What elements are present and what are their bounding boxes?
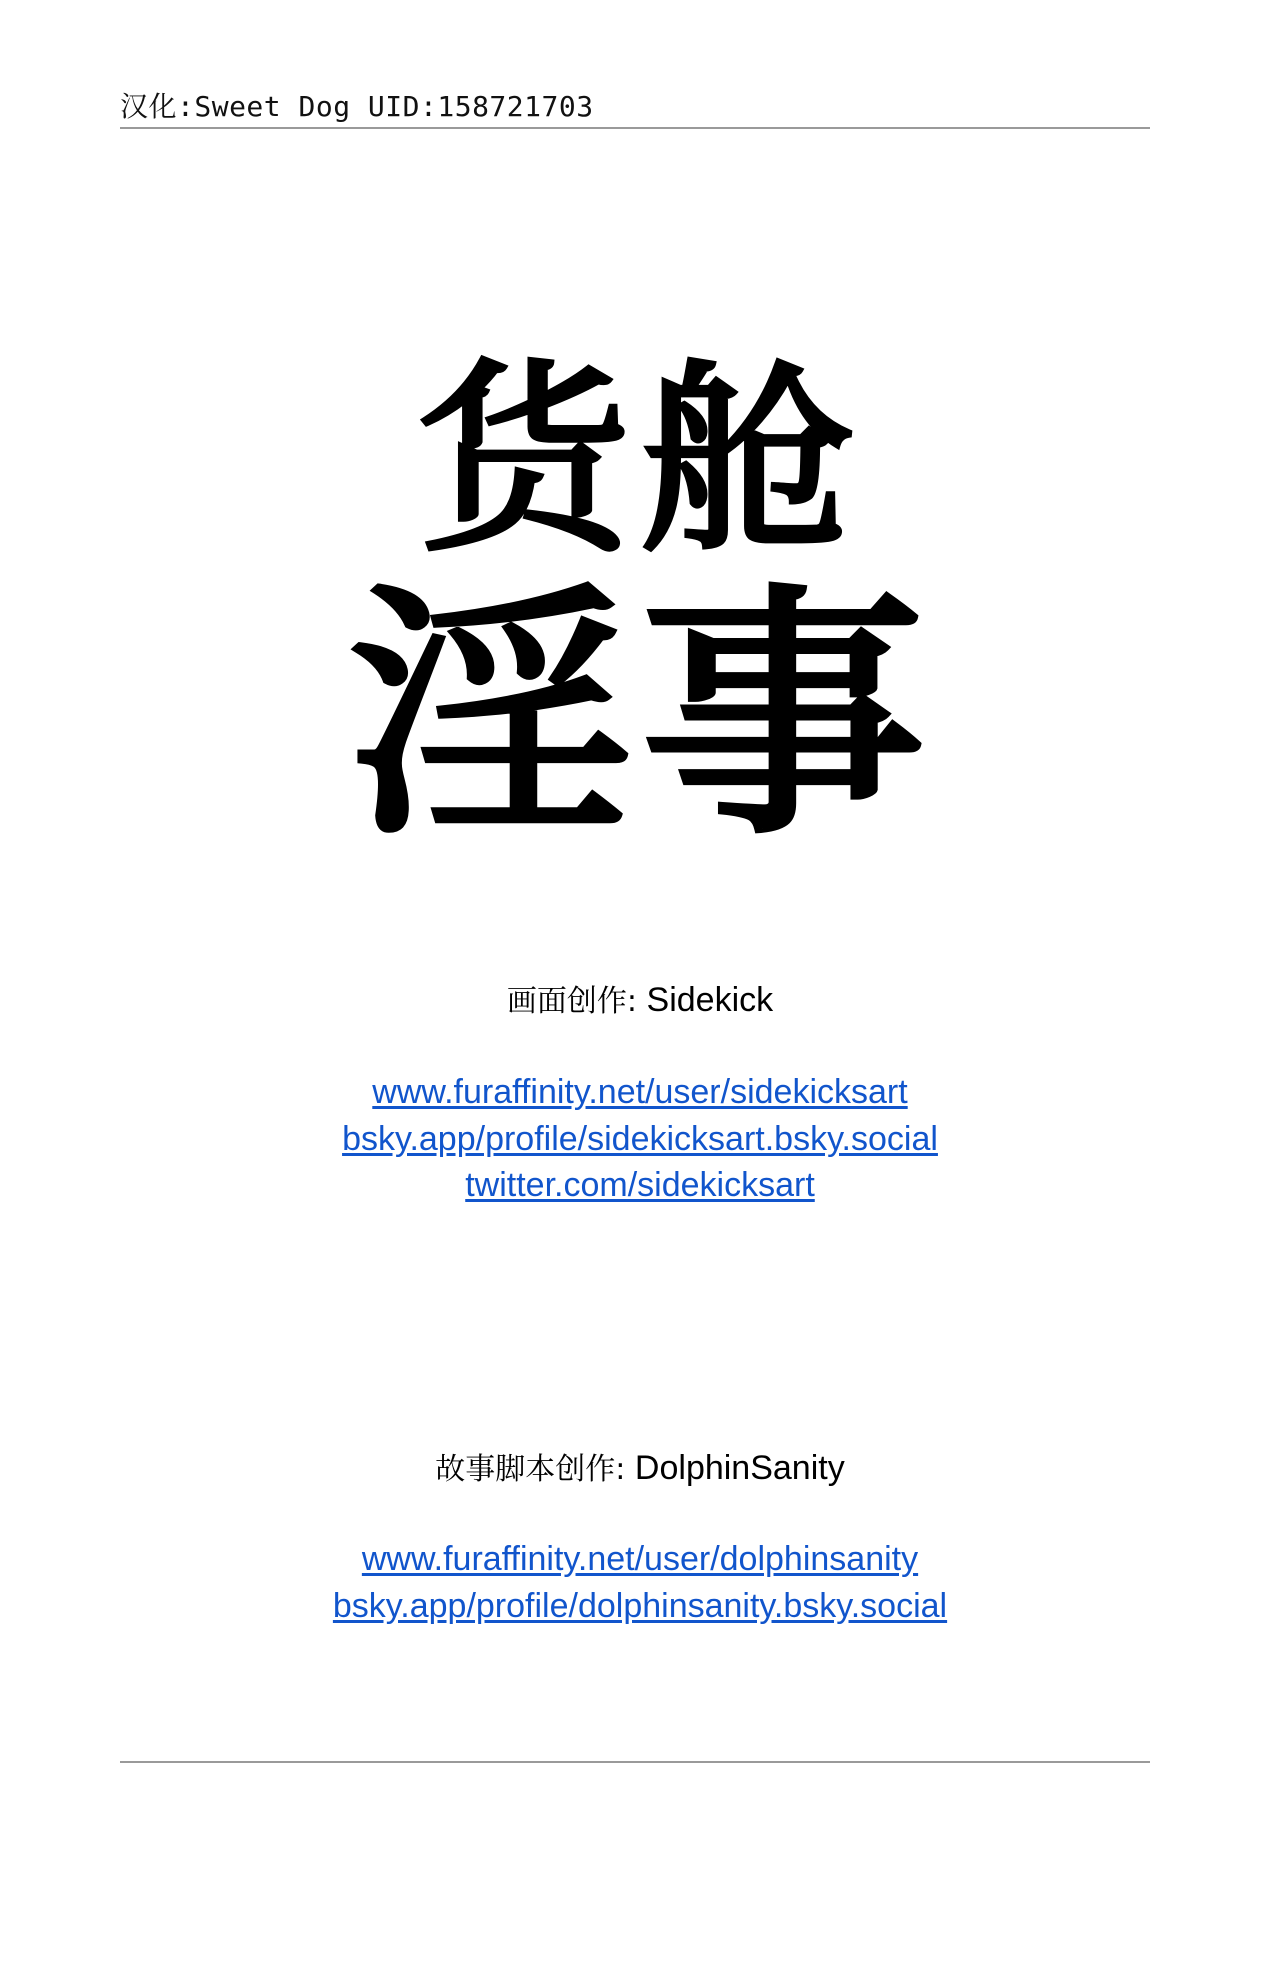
title-line-2: 淫事 <box>347 563 933 871</box>
art-link-furaffinity[interactable]: www.furaffinity.net/user/sidekicksart <box>372 1073 908 1111</box>
story-credit-name: DolphinSanity <box>634 1449 845 1487</box>
art-link-twitter[interactable]: twitter.com/sidekicksart <box>465 1166 815 1204</box>
art-link-bluesky[interactable]: bsky.app/profile/sidekicksart.bsky.social <box>342 1119 938 1158</box>
header-divider <box>120 127 1150 129</box>
translator-credit: 汉化:Sweet Dog UID:158721703 <box>120 90 594 123</box>
art-credit-name: Sidekick <box>646 981 774 1019</box>
art-links <box>0 1069 1280 1209</box>
story-link-furaffinity[interactable]: www.furaffinity.net/user/dolphinsanity <box>361 1540 919 1578</box>
title-line-1: 货舱 <box>416 343 864 581</box>
art-credit-label: 画面创作: <box>506 984 647 1019</box>
story-credit <box>0 1448 1280 1490</box>
art-credit <box>0 980 1280 1022</box>
footer-divider <box>120 1761 1150 1763</box>
story-link-bluesky[interactable]: bsky.app/profile/dolphinsanity.bsky.social <box>332 1586 948 1625</box>
story-links <box>0 1536 1280 1629</box>
story-credit-label: 故事脚本创作: <box>435 1452 635 1487</box>
